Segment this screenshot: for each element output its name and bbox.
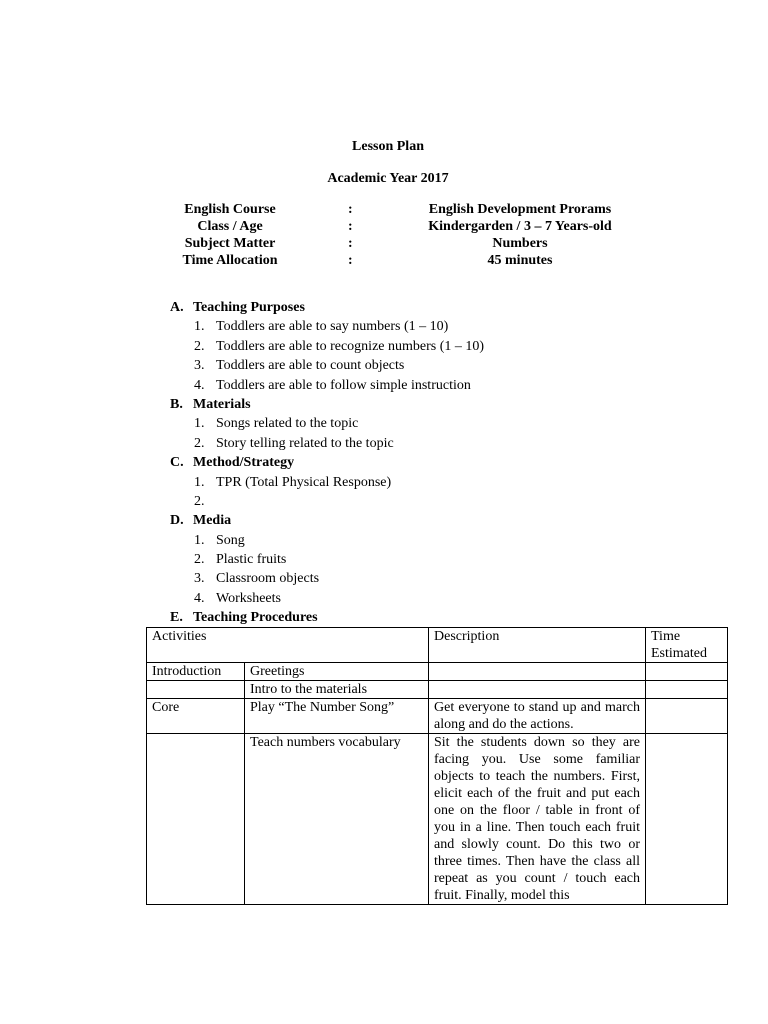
- item-number: 1.: [194, 474, 205, 490]
- procedures-table: [146, 627, 728, 905]
- list-item: [170, 493, 670, 512]
- item-number: 1.: [194, 532, 205, 548]
- item-text: Song: [216, 532, 245, 548]
- table-row: [147, 663, 728, 681]
- info-colon: :: [348, 236, 353, 251]
- list-item: [170, 474, 670, 493]
- header-description: Description: [429, 628, 646, 663]
- cell-time: [646, 681, 728, 699]
- info-label: Time Allocation: [182, 253, 278, 268]
- info-label: Subject Matter: [184, 236, 276, 251]
- item-text: Classroom objects: [216, 571, 320, 587]
- cell-time: [646, 699, 728, 734]
- cell-stage: Core: [147, 699, 245, 734]
- table-row: [147, 734, 728, 905]
- item-number: 4.: [194, 590, 205, 606]
- list-item: [170, 415, 670, 434]
- table-header-row: [147, 628, 728, 663]
- item-text: Story telling related to the topic: [216, 435, 394, 451]
- cell-description: Sit the students down so they are facing you. Use some familiar objects to teach the numbers. First, elicit each of the fruit and put each one on the floor / table in front of you in a line. Then touch each fruit and slowly count. Do this two or three times. Then have the class all repeat as you count / touch each fruit. Finally, model this: [429, 734, 646, 905]
- item-text: Plastic fruits: [216, 552, 287, 568]
- item-number: 1.: [194, 319, 205, 335]
- cell-time: [646, 663, 728, 681]
- item-number: 2.: [194, 493, 205, 509]
- table-row: [147, 681, 728, 699]
- info-row-class: [160, 218, 680, 235]
- cell-activity: Greetings: [245, 663, 429, 681]
- section-heading-teaching-purposes: [170, 299, 670, 318]
- section-title: Teaching Purposes: [193, 300, 305, 315]
- info-value: English Development Prorams: [428, 202, 612, 217]
- list-item: [170, 570, 670, 589]
- item-number: 2.: [194, 338, 205, 354]
- section-title: Materials: [193, 396, 251, 412]
- list-item: [170, 338, 670, 357]
- lesson-sections: [170, 299, 670, 629]
- cell-description: [429, 681, 646, 699]
- item-number: 1.: [194, 416, 205, 432]
- info-colon: :: [348, 202, 353, 217]
- header-time: Time Estimated: [646, 628, 728, 663]
- item-text: Toddlers are able to recognize numbers (1 – 10): [216, 338, 485, 354]
- item-number: 4.: [194, 377, 205, 393]
- header-activities: Activities: [147, 628, 429, 663]
- list-item: [170, 435, 670, 454]
- info-colon: :: [348, 219, 353, 234]
- section-heading-method: [170, 454, 670, 473]
- list-item: [170, 590, 670, 609]
- section-title: Method/Strategy: [193, 455, 295, 471]
- item-number: 2.: [194, 435, 205, 451]
- list-item: [170, 532, 670, 551]
- list-item: [170, 318, 670, 337]
- item-number: 3.: [194, 358, 205, 374]
- item-text: Songs related to the topic: [216, 416, 359, 432]
- cell-description: Get everyone to stand up and march along and do the actions.: [429, 699, 646, 734]
- item-text: Toddlers are able to say numbers (1 – 10): [216, 319, 449, 335]
- cell-stage: Introduction: [147, 663, 245, 681]
- cell-stage: [147, 734, 245, 905]
- item-number: 2.: [194, 552, 205, 568]
- section-letter: E.: [170, 610, 183, 626]
- cell-stage: [147, 681, 245, 699]
- list-item: [170, 357, 670, 376]
- section-letter: D.: [170, 513, 184, 529]
- list-item: [170, 377, 670, 396]
- info-row-subject: [160, 235, 680, 252]
- section-letter: C.: [170, 455, 184, 471]
- section-letter: B.: [170, 396, 183, 412]
- section-heading-materials: [170, 396, 670, 415]
- section-heading-teaching-procedures: [170, 609, 670, 628]
- item-text: Toddlers are able to follow simple instruction: [216, 377, 471, 393]
- section-title: Teaching Procedures: [193, 610, 318, 626]
- cell-activity: Teach numbers vocabulary: [245, 734, 429, 905]
- info-label: English Course: [184, 202, 276, 217]
- item-text: Worksheets: [216, 590, 281, 606]
- info-value: 45 minutes: [487, 253, 553, 268]
- section-heading-media: [170, 512, 670, 531]
- table-row: [147, 699, 728, 734]
- item-text: Toddlers are able to count objects: [216, 358, 405, 374]
- info-value: Numbers: [492, 236, 548, 251]
- info-row-course: [160, 201, 680, 218]
- academic-year: Academic Year 2017: [327, 171, 449, 186]
- info-value: Kindergarden / 3 – 7 Years-old: [428, 219, 612, 234]
- info-colon: :: [348, 253, 353, 268]
- item-text: TPR (Total Physical Response): [216, 474, 392, 490]
- info-label: Class / Age: [197, 219, 263, 234]
- lesson-info: [160, 201, 680, 269]
- cell-activity: Intro to the materials: [245, 681, 429, 699]
- section-title: Media: [193, 513, 232, 529]
- cell-description: [429, 663, 646, 681]
- document-title: Lesson Plan: [352, 139, 424, 154]
- section-letter: A.: [170, 300, 184, 315]
- info-row-time: [160, 252, 680, 269]
- cell-activity: Play “The Number Song”: [245, 699, 429, 734]
- item-number: 3.: [194, 571, 205, 587]
- cell-time: [646, 734, 728, 905]
- list-item: [170, 551, 670, 570]
